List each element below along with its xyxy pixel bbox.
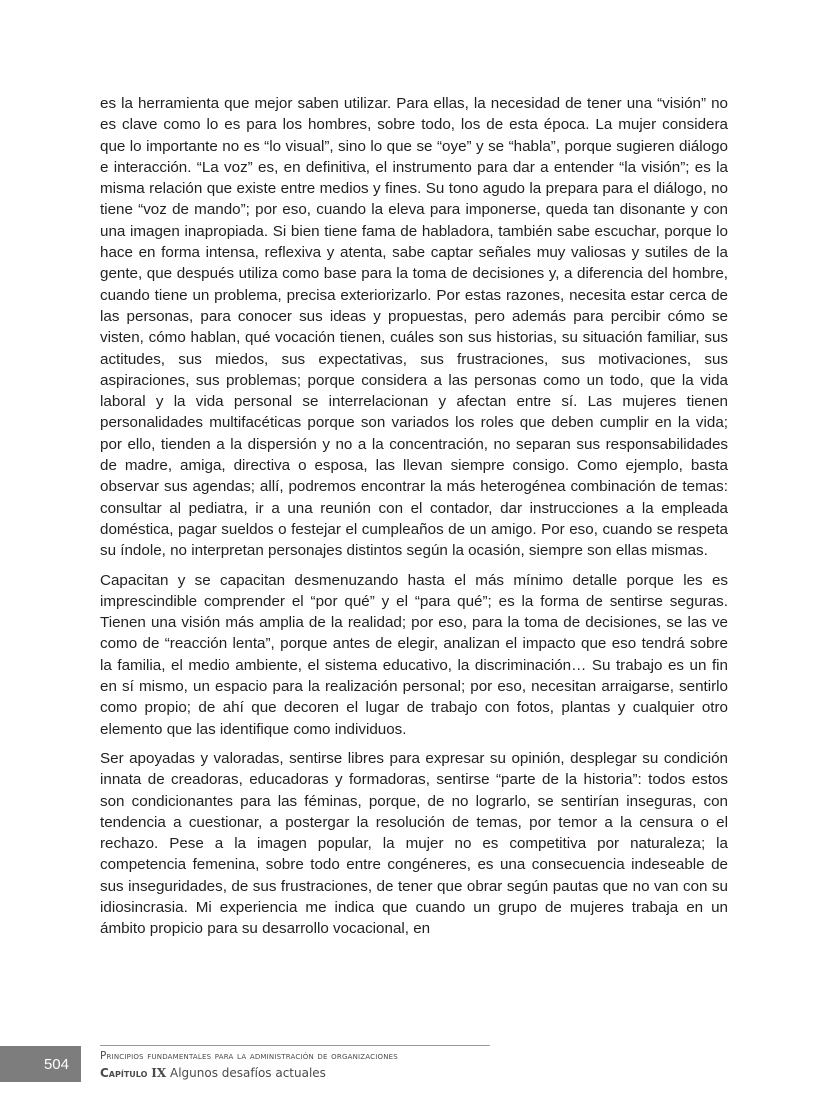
- chapter-title: Algunos desafíos actuales: [170, 1066, 326, 1080]
- running-title: Principios fundamentales para la administración de organizaciones: [100, 1050, 398, 1062]
- footer-divider: [100, 1045, 490, 1046]
- chapter-number: IX: [151, 1066, 167, 1080]
- paragraph-2: Capacitan y se capacitan desmenuzando hasta el más mínimo detalle porque les es imprescindible comprender el “por qué” y el “para qué”; es la forma de sentirse seguras. Tienen una visión más amplia de la realidad; por eso, para la toma de decisiones, se las ve como de “reacción lenta”, porque antes de elegir, analizan el impacto que eso tendrá sobre la familia, el medio ambiente, el sistema educativo, la discriminación… Su trabajo es un fin en sí mismo, un espacio para la realización personal; por eso, necesitan arraigarse, sentirlo como propio; de ahí que decoren el lugar de trabajo con fotos, plantas y cualquier otro elemento que las identifique como individuos.: [100, 571, 728, 738]
- chapter-label: Capítulo: [100, 1066, 148, 1080]
- paragraph-3: Ser apoyadas y valoradas, sentirse libres para expresar su opinión, desplegar su condición innata de creadoras, educadoras y formadoras, sentirse “parte de la historia”: todos estos son condicionantes para las féminas, porque, de no lograrlo, se sentirían inseguras, con tendencia a cuestionar, a postergar la resolución de temas, por temor a la censura o el rechazo. Pese a la imagen popular, la mujer no es competitiva por naturaleza; la competencia femenina, sobre todo entre congéneres, es una consecuencia indeseable de sus inseguridades, de sus frustraciones, de tener que obrar según pautas que no van con su idiosincrasia. Mi experiencia me indica que cuando un grupo de mujeres trabaja en un ámbito propicio para su desarrollo vocacional, en: [100, 749, 728, 938]
- body-text: [100, 93, 728, 948]
- footer: [100, 1048, 398, 1082]
- page-number: 504: [0, 1046, 81, 1082]
- chapter-line: [100, 1065, 398, 1082]
- paragraph-1: es la herramienta que mejor saben utilizar. Para ellas, la necesidad de tener una “visión” no es clave como lo es para los hombres, sobre todo, los de esta época. La mujer considera que lo importante no es “lo visual”, sino lo que se “oye” y se “habla”, porque sugieren diálogo e interacción. “La voz” es, en definitiva, el instrumento para dar a entender “la visión”; es la misma relación que existe entre medios y fines. Su tono agudo la prepara para el diálogo, no tiene “voz de mando”; por eso, cuando la eleva para imponerse, queda tan disonante y con una imagen inapropiada. Si bien tiene fama de habladora, también sabe escuchar, porque lo hace en forma intensa, reflexiva y atenta, sabe captar señales muy valiosas y sutiles de la gente, que después utiliza como base para la toma de decisiones y, a diferencia del hombre, cuando tiene un problema, precisa exteriorizarlo. Por estas razones, necesita estar cerca de las personas, para conocer sus ideas y propuestas, pero además para percibir cómo se visten, cómo hablan, qué vocación tienen, cuáles son sus historias, su situación familiar, sus actitudes, sus miedos, sus expectativas, sus frustraciones, sus motivaciones, sus aspiraciones, sus problemas; porque considera a las personas como un todo, que la vida laboral y la vida personal se interrelacionan y afectan entre sí. Las mujeres tienen personalidades multifacéticas porque son variados los roles que deben cumplir en la vida; por ello, tienden a la dispersión y no a la concentración, no separan sus responsabilidades de madre, amiga, directiva o esposa, las llevan siempre consigo. Como ejemplo, basta observar sus agendas; allí, podremos encontrar la más heterogénea combinación de temas: consultar al pediatra, ir a una reunión con el contador, dar instrucciones a la empleada doméstica, pagar sueldos o festejar el cumpleaños de un amigo. Por eso, cuando se respeta su índole, no interpretan personajes distintos según la ocasión, siempre son ellas mismas.: [100, 95, 728, 560]
